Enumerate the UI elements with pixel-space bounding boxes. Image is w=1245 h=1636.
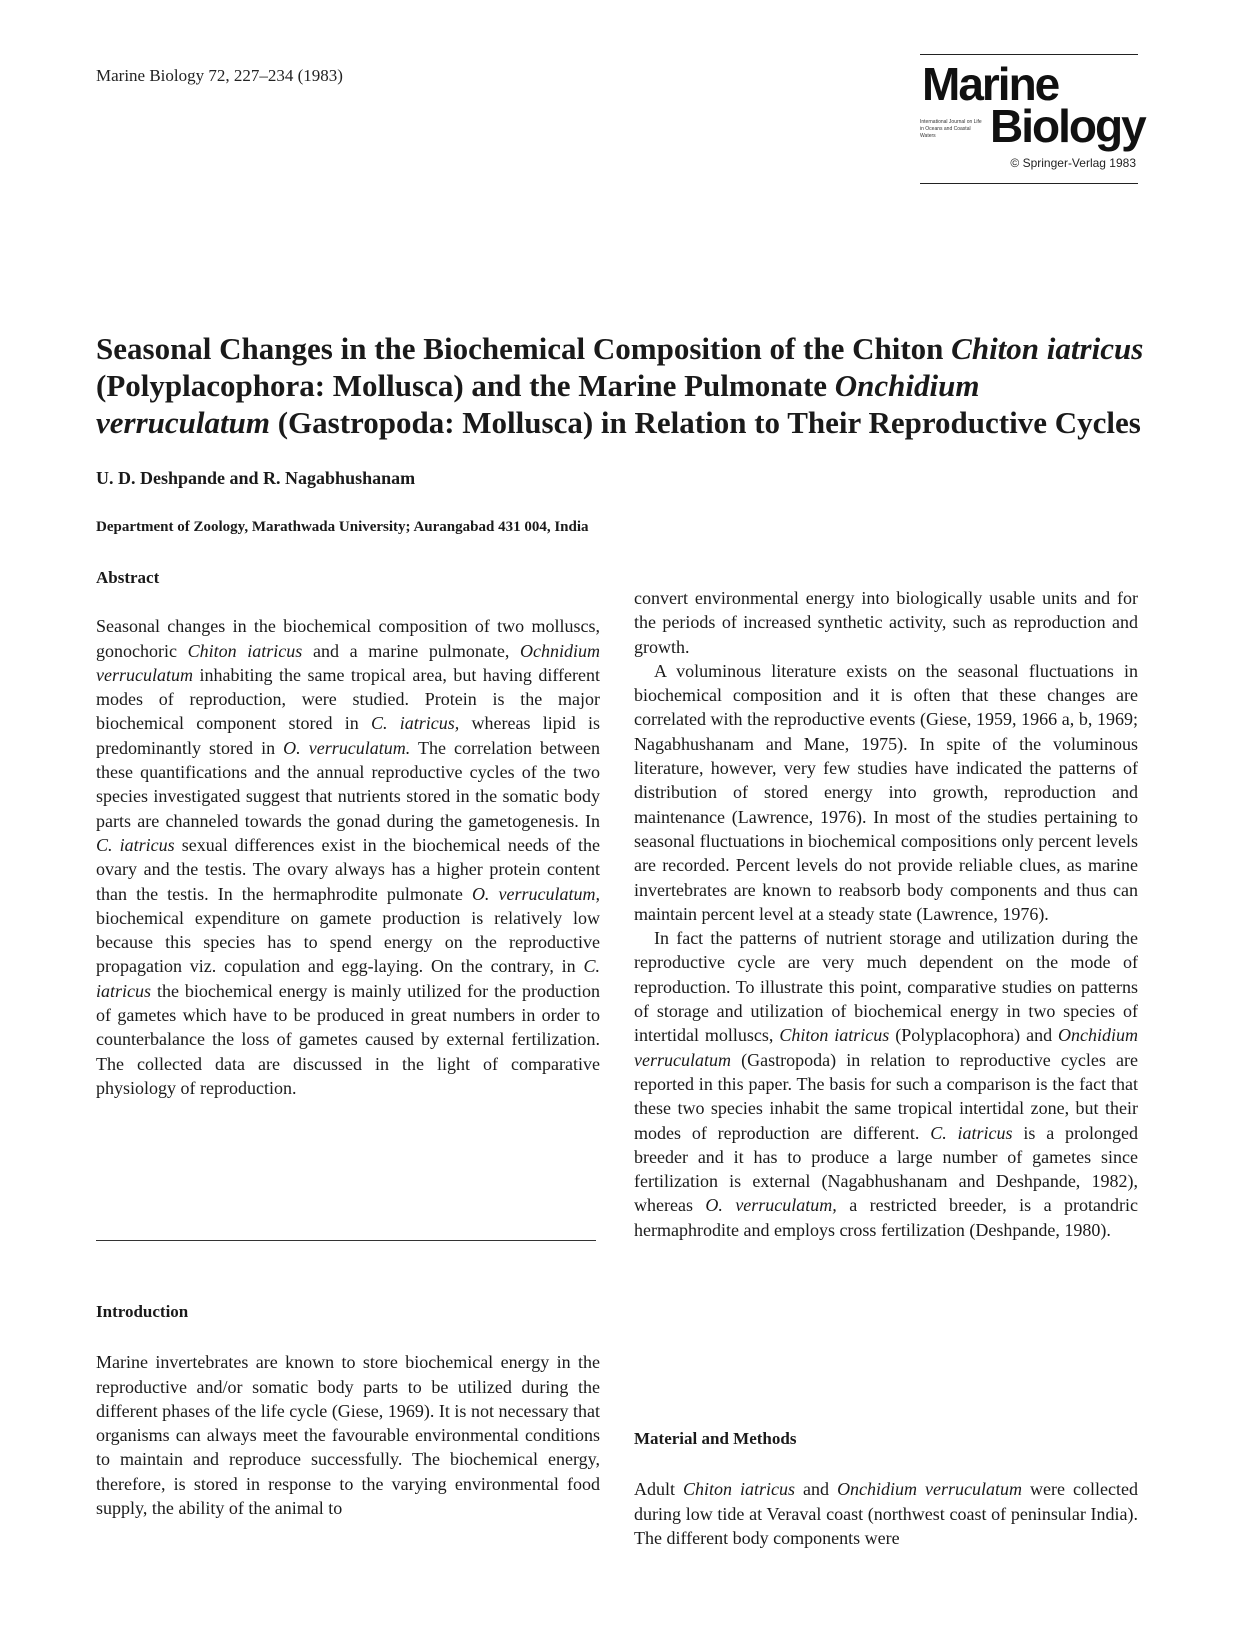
abstract-text: Seasonal changes in the biochemical composition of two molluscs, gonochoric Chiton iatricus and a marine pulmonate, Ochnidium verruculatum inhabiting the same tropical area, but having different modes of reproduction, were studied. Protein is the major biochemical component stored in C. iatricus, whereas lipid is predominantly stored in O. verruculatum. The correlation between these quantifications and the annual reproductive cycles of the two species investigated suggest that nutrients stored in the somatic body parts are channeled towards the gonad during the gametogenesis. In C. iatricus sexual differences exist in the biochemical needs of the ovary and the testis. The ovary always has a higher protein content than the testis. In the hermaphrodite pulmonate O. verruculatum, biochemical expenditure on gamete production is relatively low because this species has to spend energy on the reproductive propagation viz. copulation and egg-laying. On the contrary, in C. iatricus the biochemical energy is mainly utilized for the production of gametes which have to be produced in great numbers in order to counterbalance the loss of gametes caused by external fertilization. The collected data are discussed in the light of comparative physiology of reproduction. [96,616,601,1098]
abstract-heading: Abstract [96,568,160,587]
article-authors: U. D. Deshpande and R. Nagabhushanam [96,468,416,488]
methods-section [634,1427,1138,1550]
logo-word-marine: Marine [922,58,1059,110]
article-title: Seasonal Changes in the Biochemical Composition of the Chiton Chiton iatricus (Polyplacophora: Mollusca) and the Marine Pulmonate Onchidium verruculatum (Gastropoda: Mollusca) in Relation to Their Reproductive Cycles [96,331,1144,440]
logo-word-biology: Biology [990,100,1145,152]
methods-heading: Material and Methods [634,1429,797,1448]
abstract-section [96,566,600,1100]
journal-logo [920,54,1145,184]
introduction-paragraph-1: Marine invertebrates are known to store biochemical energy in the reproductive and/or somatic body parts to be utilized during the different phases of the life cycle (Giese, 1969). It is not necessary that organisms can always meet the favourable environmental conditions to maintain and reproduce successfully. The biochemical energy, therefore, is stored in response to the varying environmental food supply, the ability of the animal to [96,1352,600,1519]
section-divider [96,1240,596,1241]
methods-paragraph: Adult Chiton iatricus and Onchidium verruculatum were collected during low tide at Veraval coast (northwest coast of peninsular India). The different body components were [634,1479,1138,1548]
introduction-paragraph-3: In fact the patterns of nutrient storage and utilization during the reproductive cycle are very much dependent on the mode of reproduction. To illustrate this point, comparative studies on patterns of storage and utilization of biochemical energy in two species of intertidal molluscs, Chiton iatricus (Polyplacophora) and Onchidium verruculatum (Gastropoda) in relation to reproductive cycles are reported in this paper. The basis for such a comparison is the fact that these two species inhabit the same tropical intertidal zone, but their modes of reproduction are different. C. iatricus is a prolonged breeder and it has to produce a large number of gametes since fertilization is external (Nagabhushanam and Deshpande, 1982), whereas O. verruculatum, a restricted breeder, is a protandric hermaphrodite and employs cross fertilization (Deshpande, 1980). [634,928,1139,1240]
introduction-paragraph-1-continued: convert environmental energy into biologically usable units and for the periods of increased synthetic activity, such as reproduction and growth. [634,588,1138,657]
right-column [634,586,1138,1242]
publisher-copyright: © Springer-Verlag 1983 [1010,156,1136,170]
logo-tagline: International Journal on Life in Oceans and Coastal Waters [920,119,982,139]
introduction-section [96,1300,600,1520]
journal-citation: Marine Biology 72, 227–234 (1983) [96,66,343,85]
introduction-paragraph-2: A voluminous literature exists on the seasonal fluctuations in biochemical composition and it is often that these changes are correlated with the reproductive events (Giese, 1959, 1966 a, b, 1969; Nagabhushanam and Mane, 1975). In spite of the voluminous literature, however, very few studies have indicated the patterns of distribution of stored energy into growth, reproduction and maintenance (Lawrence, 1976). In most of the studies pertaining to seasonal fluctuations in biochemical compositions only percent levels are recorded. Percent levels do not provide reliable clues, as marine invertebrates are known to reabsorb body components and thus can maintain percent level at a steady state (Lawrence, 1976). [634,660,1138,924]
author-affiliation: Department of Zoology, Marathwada University; Aurangabad 431 004, India [96,519,589,535]
introduction-heading: Introduction [96,1302,189,1321]
